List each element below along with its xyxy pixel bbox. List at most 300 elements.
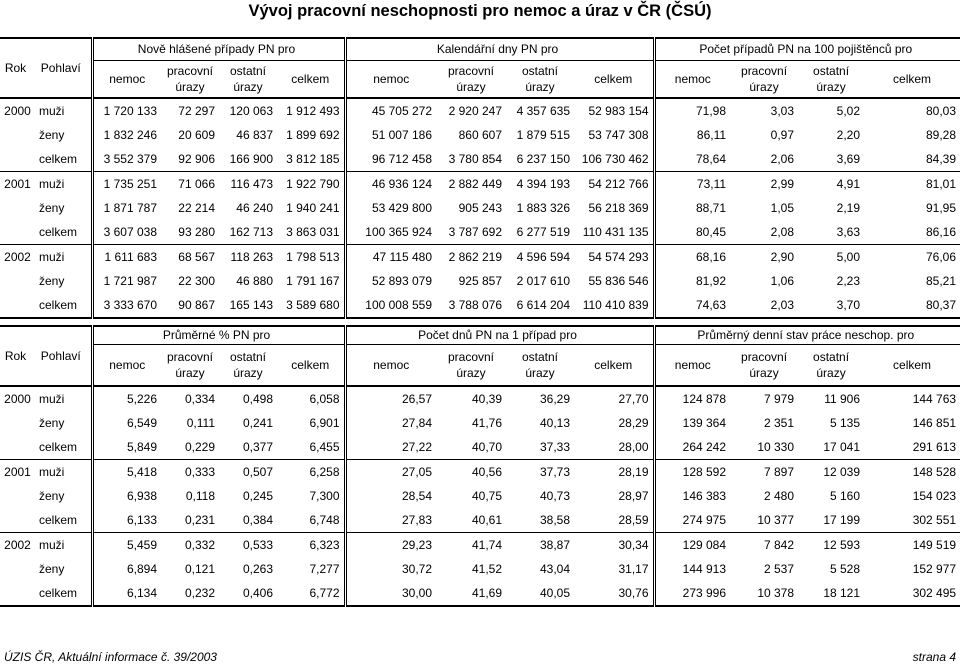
table-cell: 0,111 (186, 416, 215, 430)
col-header-nemoc (92, 344, 161, 386)
table-cell: 0,245 (242, 489, 273, 503)
table-cell: 0,498 (242, 392, 273, 406)
col-header-year: Rok (0, 38, 35, 98)
row-sex: celkem (35, 293, 92, 318)
table-cell: 40,13 (539, 416, 570, 430)
table-cell: 71,98 (654, 98, 730, 123)
table-cell: 40,56 (436, 460, 506, 485)
col-header-ostatni-urazy-line2: úrazy (816, 365, 846, 380)
table-row (0, 435, 960, 460)
table-cell: 2 537 (764, 562, 795, 576)
table-cell: 0,406 (219, 581, 277, 606)
table-cell: 11 906 (824, 392, 861, 406)
table-cell: 47 115 480 (345, 245, 436, 270)
table-cell: 96 712 458 (345, 147, 436, 172)
table-cell: 1 940 241 (286, 201, 340, 215)
table-cell: 22 214 (178, 201, 215, 215)
table-cell: 0,118 (185, 489, 215, 503)
col-header-pracovni-urazy-line1: pracovní (166, 349, 214, 364)
table-cell: 46 936 124 (345, 172, 436, 197)
table-cell: 81,01 (864, 172, 960, 197)
col-header-pracovni-urazy-line1: pracovní (741, 349, 788, 364)
table-cell: 1 899 692 (286, 128, 340, 142)
table-cell: 6,323 (277, 533, 345, 558)
table-cell: 27,70 (618, 392, 649, 406)
table-cell: 3,03 (770, 104, 795, 118)
col-header-celkem (864, 60, 960, 98)
table-cell: 71 066 (161, 172, 219, 197)
table-cell: 7 897 (730, 460, 798, 485)
table-cell: 40,05 (506, 581, 574, 606)
table-cell: 45 705 272 (345, 98, 436, 123)
table-cell: 41,69 (436, 581, 506, 606)
col-header-pracovni-urazy-line1: pracovní (741, 63, 788, 78)
table-sick-leave-cases (0, 37, 960, 319)
table-cell: 28,54 (345, 484, 436, 508)
table-row (0, 508, 960, 533)
col-header-ostatni-urazy-line1: ostatní (813, 63, 850, 78)
table-row (0, 147, 960, 172)
table-row (0, 220, 960, 245)
table-cell: 30,00 (345, 581, 436, 606)
table-cell: 2,20 (836, 128, 861, 142)
col-header-nemoc-line1: nemoc (373, 357, 410, 372)
col-header-ostatni-urazy-line1: ostatní (229, 63, 267, 78)
table-row (0, 172, 960, 197)
table-cell: 28,19 (574, 460, 654, 485)
col-header-celkem (277, 60, 345, 98)
table-row (0, 533, 960, 558)
row-sex: ženy (39, 562, 65, 576)
col-header-ostatni-urazy-line1: ostatní (813, 349, 850, 364)
table-cell: 0,334 (184, 392, 215, 406)
table-cell: 5,02 (836, 104, 861, 118)
col-header-nemoc (345, 60, 436, 98)
table-cell: 1 721 987 (92, 269, 161, 293)
table-cell: 274 975 (654, 508, 730, 533)
table-cell: 6,455 (309, 440, 340, 454)
table-cell: 0,241 (242, 416, 273, 430)
table-cell: 0,263 (242, 562, 273, 576)
table-cell: 2,23 (836, 274, 861, 288)
table-cell: 6,549 (92, 411, 161, 435)
col-header-pracovni-urazy (730, 344, 798, 386)
table-cell: 1,05 (770, 201, 795, 215)
row-sex: ženy (39, 201, 65, 215)
table-cell: 46 837 (236, 128, 273, 142)
table-cell: 6,748 (309, 513, 340, 527)
col-header-pracovni-urazy-line2: úrazy (456, 365, 486, 380)
table-cell: 90 867 (161, 293, 219, 318)
table-cell: 6,938 (92, 484, 161, 508)
table-cell: 86,11 (654, 123, 730, 147)
col-header-ostatni-urazy-line2: úrazy (233, 365, 263, 380)
table-cell: 20 609 (178, 128, 215, 142)
table-cell: 118 263 (219, 245, 277, 270)
table-cell: 110 431 135 (582, 225, 649, 239)
table-cell: 68,16 (654, 245, 730, 270)
table-cell: 18 121 (798, 581, 864, 606)
table-cell: 52 893 079 (345, 269, 436, 293)
col-header-celkem-line1: celkem (291, 71, 330, 86)
table-cell: 6,901 (309, 416, 340, 430)
col-header-nemoc-line1: nemoc (674, 357, 711, 372)
col-header-pracovni-urazy-line2: úrazy (175, 365, 205, 380)
table-cell: 10 377 (757, 513, 795, 527)
table-cell: 92 906 (178, 152, 215, 166)
table-cell: 129 084 (654, 533, 730, 558)
table-cell: 128 592 (654, 460, 730, 485)
col-header-celkem (574, 60, 654, 98)
col-header-ostatni-urazy (219, 344, 277, 386)
table-cell: 72 297 (178, 104, 215, 118)
table-cell: 100 008 559 (345, 293, 436, 318)
table-cell: 3 607 038 (92, 220, 161, 245)
table-cell: 5,459 (92, 533, 161, 558)
table-cell: 2 480 (764, 489, 795, 503)
table-cell: 100 365 924 (345, 220, 436, 245)
table-cell: 36,29 (539, 392, 570, 406)
table-cell: 144 913 (654, 557, 730, 581)
row-year (0, 196, 35, 220)
col-header-pracovni-urazy-line2: úrazy (749, 365, 779, 380)
row-year: 2002 (0, 533, 35, 558)
table-cell: 6,134 (92, 581, 161, 606)
footer-page-number: strana 4 (912, 650, 956, 664)
row-year (0, 293, 35, 318)
table-cell: 0,384 (242, 513, 273, 527)
table-cell: 0,121 (184, 562, 215, 576)
col-header-ostatni-urazy (506, 60, 574, 98)
table-cell: 106 730 462 (581, 152, 649, 166)
row-year (0, 123, 35, 147)
table-cell: 78,64 (654, 147, 730, 172)
table-cell: 152 977 (912, 562, 957, 576)
table-row (0, 269, 960, 293)
table-cell: 86,16 (926, 225, 957, 239)
table-cell: 1 791 167 (286, 274, 340, 288)
table-cell: 52 983 154 (588, 104, 649, 118)
page-title: Vývoj pracovní neschopnosti pro nemoc a úraz v ČR (ČSÚ) (248, 2, 712, 20)
table-cell: 54 574 293 (574, 245, 654, 270)
table-cell: 80,37 (864, 293, 960, 318)
row-sex: ženy (39, 274, 65, 288)
row-year (0, 435, 35, 460)
table-cell: 40,70 (471, 440, 502, 454)
table-cell: 860 607 (458, 128, 502, 142)
group-header-3: Počet případů PN na 100 pojištěnců pro (654, 38, 960, 60)
col-header-nemoc-line1: nemoc (109, 71, 146, 86)
table-cell: 41,52 (471, 562, 502, 576)
table-cell: 1 922 790 (277, 172, 345, 197)
table-cell: 27,84 (345, 411, 436, 435)
table-cell: 12 039 (798, 460, 864, 485)
table-cell: 76,06 (864, 245, 960, 270)
table-cell: 925 857 (458, 274, 502, 288)
col-header-pracovni-urazy-line2: úrazy (175, 79, 205, 94)
table-cell: 88,71 (654, 196, 730, 220)
table-cell: 146 851 (912, 416, 957, 430)
table-row (0, 293, 960, 318)
table-cell: 116 473 (219, 172, 277, 197)
row-sex: muži (35, 172, 92, 197)
table-cell: 0,232 (161, 581, 219, 606)
col-header-nemoc-line1: nemoc (373, 71, 410, 86)
table-cell: 12 593 (798, 533, 864, 558)
col-header-ostatni-urazy-line1: ostatní (521, 63, 559, 78)
table-cell: 139 364 (654, 411, 730, 435)
table-row (0, 196, 960, 220)
table-cell: 85,21 (926, 274, 957, 288)
table-cell: 7,300 (309, 489, 340, 503)
table-cell: 905 243 (458, 201, 502, 215)
table-cell: 40,75 (471, 489, 502, 503)
table-cell: 74,63 (654, 293, 730, 318)
table-cell: 43,04 (539, 562, 570, 576)
table-cell: 1 611 683 (92, 245, 161, 270)
table-cell: 2 882 449 (436, 172, 506, 197)
table-cell: 120 063 (229, 104, 273, 118)
table-cell: 5,849 (92, 435, 161, 460)
table-cell: 41,74 (436, 533, 506, 558)
group-header-3: Průměrný denní stav práce neschop. pro (654, 326, 960, 344)
table-cell: 1 798 513 (277, 245, 345, 270)
table-cell: 30,76 (574, 581, 654, 606)
row-sex: ženy (39, 128, 65, 142)
col-header-celkem-line1: celkem (893, 357, 932, 372)
table-cell: 4 394 193 (506, 172, 574, 197)
col-header-pracovni-urazy (161, 60, 219, 98)
table-cell: 80,03 (926, 104, 957, 118)
table-cell: 0,533 (219, 533, 277, 558)
table-cell: 51 007 186 (345, 123, 436, 147)
table-cell: 0,231 (184, 513, 215, 527)
col-header-pracovni-urazy (436, 344, 506, 386)
row-sex: celkem (35, 581, 92, 606)
table-cell: 110 410 839 (574, 293, 654, 318)
table-cell: 1 735 251 (92, 172, 161, 197)
table-sick-leave-averages (0, 325, 960, 607)
col-header-nemoc (92, 60, 161, 98)
col-header-pracovni-urazy (161, 344, 219, 386)
table-cell: 0,97 (770, 128, 795, 142)
row-sex: muži (39, 104, 65, 118)
table-cell: 5,00 (798, 245, 864, 270)
table-cell: 6,258 (277, 460, 345, 485)
table-cell: 4 357 635 (516, 104, 570, 118)
row-sex: celkem (39, 225, 78, 239)
col-header-ostatni-urazy-line2: úrazy (233, 79, 263, 94)
table-cell: 84,39 (926, 152, 957, 166)
row-year (0, 220, 35, 245)
table-row (0, 386, 960, 411)
table-cell: 53 429 800 (345, 196, 436, 220)
row-year: 2001 (0, 460, 35, 485)
table-cell: 6 614 204 (506, 293, 574, 318)
table-cell: 10 330 (757, 440, 795, 454)
table-cell: 46 880 (236, 274, 273, 288)
table-cell: 28,97 (618, 489, 649, 503)
table-cell: 162 713 (229, 225, 273, 239)
table-cell: 273 996 (654, 581, 730, 606)
col-header-nemoc (345, 344, 436, 386)
table-row (0, 123, 960, 147)
table-cell: 2 017 610 (516, 274, 570, 288)
group-header-2: Kalendářní dny PN pro (345, 38, 654, 60)
table-cell: 6 277 519 (516, 225, 570, 239)
row-sex: celkem (39, 513, 78, 527)
group-header-row (0, 38, 960, 60)
table-cell: 3 788 076 (436, 293, 506, 318)
table-cell: 6,894 (92, 557, 161, 581)
col-header-celkem-line1: celkem (594, 357, 633, 372)
table-cell: 29,23 (345, 533, 436, 558)
col-header-sex: Pohlaví (35, 326, 92, 386)
col-header-pracovni-urazy-line2: úrazy (456, 79, 486, 94)
table-cell: 146 383 (654, 484, 730, 508)
row-year: 2001 (0, 172, 35, 197)
row-sex: celkem (39, 152, 78, 166)
table-cell: 2,99 (730, 172, 798, 197)
row-year: 2000 (4, 104, 31, 118)
table-cell: 91,95 (926, 201, 957, 215)
table-cell: 1 912 493 (286, 104, 340, 118)
table1-grid (0, 37, 960, 319)
table-cell: 148 528 (864, 460, 960, 485)
col-header-nemoc-line1: nemoc (674, 71, 711, 86)
col-header-ostatni-urazy-line1: ostatní (229, 349, 267, 364)
row-year: 2000 (4, 392, 31, 406)
table-cell: 3,69 (836, 152, 861, 166)
table-cell: 28,00 (618, 440, 649, 454)
col-header-celkem-line1: celkem (594, 71, 633, 86)
table-cell: 46 240 (236, 201, 273, 215)
table-cell: 73,11 (654, 172, 730, 197)
table-cell: 2 862 219 (436, 245, 506, 270)
col-header-celkem-line1: celkem (291, 357, 330, 372)
table-cell: 1 871 787 (92, 196, 161, 220)
table-cell: 37,33 (539, 440, 570, 454)
col-header-year: Rok (0, 326, 35, 386)
table-cell: 1 883 326 (516, 201, 570, 215)
row-year (0, 557, 35, 581)
table-cell: 1,06 (770, 274, 795, 288)
table-cell: 5 135 (830, 416, 861, 430)
table-cell: 17 199 (823, 513, 861, 527)
table-cell: 3 780 854 (448, 152, 502, 166)
table-cell: 3 333 670 (92, 293, 161, 318)
col-header-pracovni-urazy-line1: pracovní (166, 63, 214, 78)
table-cell: 68 567 (161, 245, 219, 270)
table-cell: 55 836 546 (588, 274, 649, 288)
table-cell: 3 589 680 (277, 293, 345, 318)
table-cell: 27,83 (345, 508, 436, 533)
col-header-celkem (574, 344, 654, 386)
col-header-pracovni-urazy-line1: pracovní (447, 349, 495, 364)
table-cell: 6,133 (92, 508, 161, 533)
row-sex: ženy (39, 416, 65, 430)
row-sex: muži (39, 392, 65, 406)
table-cell: 27,22 (345, 435, 436, 460)
table-cell: 2,08 (770, 225, 795, 239)
row-year (0, 411, 35, 435)
table-cell: 165 143 (219, 293, 277, 318)
table-cell: 2,19 (836, 201, 861, 215)
table-cell: 3 787 692 (448, 225, 502, 239)
table-cell: 144 763 (912, 392, 957, 406)
table-cell: 0,333 (161, 460, 219, 485)
table-cell: 53 747 308 (588, 128, 649, 142)
table-cell: 302 495 (864, 581, 960, 606)
row-year (0, 147, 35, 172)
table-cell: 3 863 031 (286, 225, 340, 239)
table-cell: 81,92 (654, 269, 730, 293)
table-cell: 40,73 (539, 489, 570, 503)
col-header-pracovni-urazy-line2: úrazy (749, 79, 779, 94)
group-header-1: Průměrné % PN pro (92, 326, 345, 344)
col-header-nemoc (654, 60, 730, 98)
table-cell: 5,226 (92, 386, 161, 411)
row-sex: muži (35, 533, 92, 558)
table-cell: 154 023 (912, 489, 957, 503)
table-cell: 17 041 (823, 440, 861, 454)
table-row (0, 484, 960, 508)
table-cell: 2 920 247 (448, 104, 502, 118)
table-cell: 0,377 (242, 440, 273, 454)
group-header-1: Nově hlášené případy PN pro (92, 38, 345, 60)
table-cell: 6 237 150 (516, 152, 570, 166)
table-cell: 5 528 (830, 562, 861, 576)
table-cell: 7 842 (730, 533, 798, 558)
table-row (0, 98, 960, 123)
sub-header-row (0, 60, 960, 98)
table-cell: 6,772 (277, 581, 345, 606)
col-header-pracovni-urazy (436, 60, 506, 98)
table-cell: 264 242 (654, 435, 730, 460)
table-cell: 3,70 (798, 293, 864, 318)
table-cell: 4,91 (798, 172, 864, 197)
table-cell: 2,90 (730, 245, 798, 270)
col-header-pracovni-urazy-line1: pracovní (447, 63, 495, 78)
table-cell: 5 160 (830, 489, 861, 503)
col-header-ostatni-urazy (219, 60, 277, 98)
row-year (0, 508, 35, 533)
table-cell: 166 900 (229, 152, 273, 166)
col-header-nemoc-line1: nemoc (109, 357, 146, 372)
row-year: 2002 (0, 245, 35, 270)
sub-header-row (0, 344, 960, 386)
table-cell: 93 280 (178, 225, 215, 239)
table-cell: 26,57 (345, 386, 436, 411)
table-cell: 28,59 (618, 513, 649, 527)
group-header-row (0, 326, 960, 344)
col-header-sex: Pohlaví (35, 38, 92, 98)
row-sex: muži (35, 245, 92, 270)
table-cell: 2,06 (770, 152, 795, 166)
table-cell: 41,76 (471, 416, 502, 430)
table-cell: 40,39 (471, 392, 502, 406)
table-row (0, 557, 960, 581)
table-cell: 22 300 (178, 274, 215, 288)
table-cell: 40,61 (471, 513, 502, 527)
row-sex: muži (35, 460, 92, 485)
table-cell: 37,73 (506, 460, 574, 485)
table-cell: 30,72 (345, 557, 436, 581)
col-header-nemoc (654, 344, 730, 386)
table-row (0, 245, 960, 270)
table-cell: 1 879 515 (516, 128, 570, 142)
table-cell: 2,03 (730, 293, 798, 318)
